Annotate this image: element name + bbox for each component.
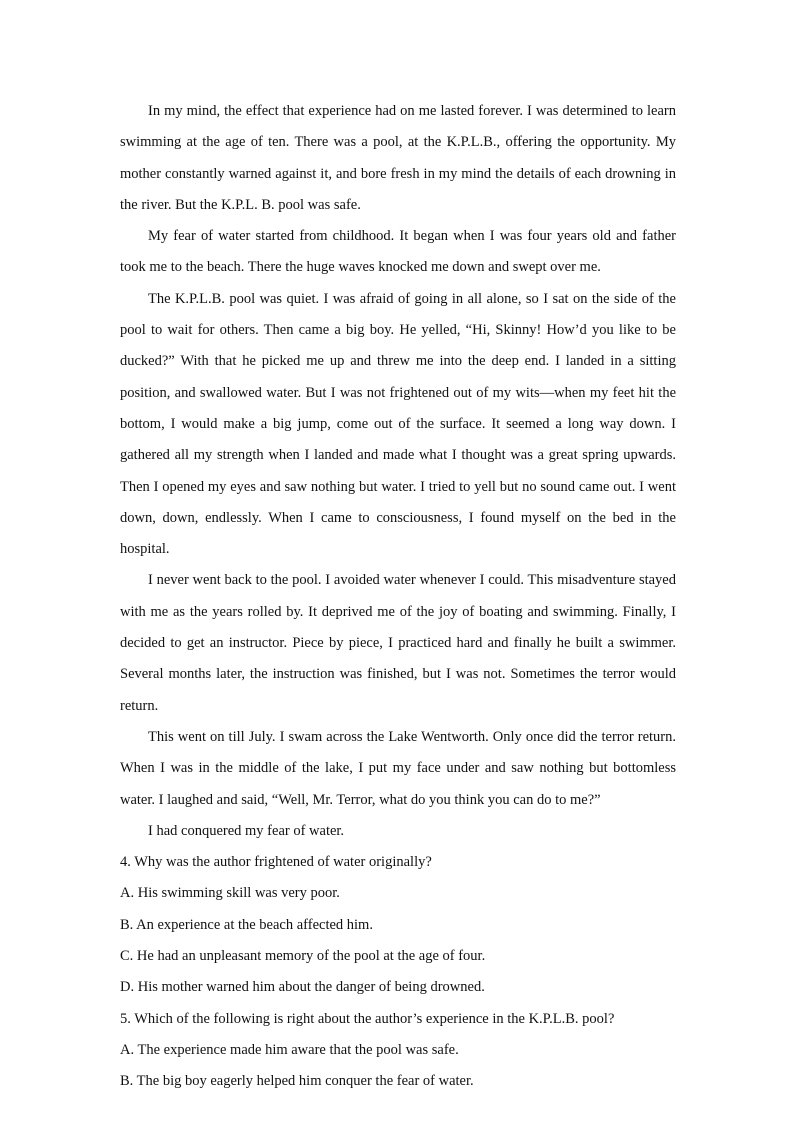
question-4 xyxy=(120,847,676,1003)
option-b: B. The big boy eagerly helped him conquer the fear of water. xyxy=(120,1073,474,1090)
document-page xyxy=(120,96,676,1098)
option-b: B. An experience at the beach affected him. xyxy=(120,916,373,933)
question-stem: 5. Which of the following is right about the author’s experience in the K.P.L.B. pool? xyxy=(120,1010,615,1027)
passage-paragraph-3: The K.P.L.B. pool was quiet. I was afraid of going in all alone, so I sat on the side of the pool to wait for others. Then came a big boy. He yelled, “Hi, Skinny! How’d you like to be ducked?” With that he picked me up and threw me into the deep end. I landed in a sitting position, and swallowed water. But I was not frightened out of my wits—when my feet hit the bottom, I would make a big jump, come out of the surface. It seemed a long way down. I gathered all my strength when I landed and made what I thought was a great spring upwards. Then I opened my eyes and saw nothing but water. I tried to yell but no sound came out. I went down, down, endlessly. When I came to consciousness, I found myself on the bed in the hospital. xyxy=(120,290,676,558)
passage-paragraph-2: My fear of water started from childhood. It began when I was four years old and father took me to the beach. There the huge waves knocked me down and swept over me. xyxy=(120,228,676,276)
reading-passage xyxy=(120,96,676,847)
option-c: C. He had an unpleasant memory of the pool at the age of four. xyxy=(120,948,486,965)
passage-paragraph-4: I never went back to the pool. I avoided water whenever I could. This misadventure stayed with me as the years rolled by. It deprived me of the joy of boating and swimming. Finally, I decided to get an instructor. Piece by piece, I practiced hard and finally he built a swimmer. Several months later, the instruction was finished, but I was not. Sometimes the terror would return. xyxy=(120,572,676,714)
question-5 xyxy=(120,1004,676,1098)
option-d: D. His mother warned him about the danger of being drowned. xyxy=(120,979,485,996)
option-a: A. His swimming skill was very poor. xyxy=(120,885,340,902)
option-a: A. The experience made him aware that the pool was safe. xyxy=(120,1041,459,1058)
question-stem: 4. Why was the author frightened of water originally? xyxy=(120,854,432,871)
passage-paragraph-1: In my mind, the effect that experience had on me lasted forever. I was determined to learn swimming at the age of ten. There was a pool, at the K.P.L.B., offering the opportunity. My mother constantly warned against it, and bore fresh in my mind the details of each drowning in the river. But the K.P.L. B. pool was safe. xyxy=(120,103,676,213)
passage-paragraph-6: I had conquered my fear of water. xyxy=(148,822,345,839)
passage-paragraph-5: This went on till July. I swam across the Lake Wentworth. Only once did the terror return. When I was in the middle of the lake, I put my face under and saw nothing but bottomless water. I laughed and said, “Well, Mr. Terror, what do you think you can do to me?” xyxy=(120,728,676,808)
